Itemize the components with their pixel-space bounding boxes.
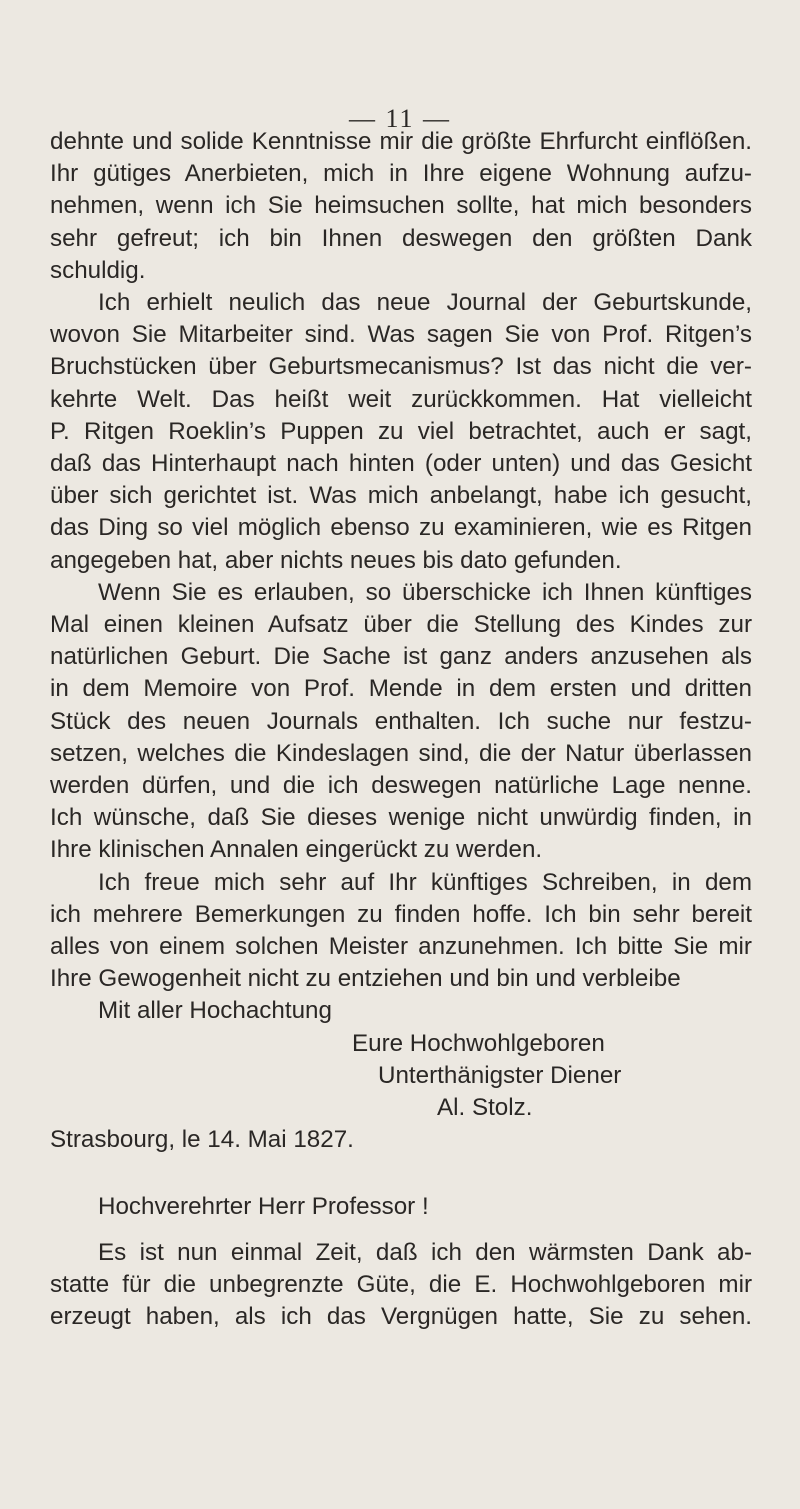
text-line: angegeben hat, aber nichts neues bis dato gefunden. (50, 546, 622, 574)
text-line: daß das Hinterhaupt nach hinten (oder unten) und das Gesicht (50, 450, 752, 478)
text-line: über sich gerichtet ist. Was mich anbelangt, habe ich gesucht, (50, 482, 752, 510)
closing-salutation: Mit aller Hochachtung (98, 997, 332, 1025)
text-line: in dem Memoire von Prof. Mende in dem ersten und dritten (50, 675, 752, 703)
page-number: — 11 — (348, 104, 452, 133)
greeting: Hochverehrter Herr Professor ! (98, 1192, 429, 1220)
text-line: natürlichen Geburt. Die Sache ist ganz anders anzusehen als (50, 643, 752, 671)
text-line: Stück des neuen Journals enthalten. Ich suche nur festzu- (50, 707, 752, 735)
letter-body (50, 126, 752, 1333)
text-line: Ich wünsche, daß Sie dieses wenige nicht unwürdig finden, in (50, 804, 752, 832)
text-line: statte für die unbegrenzte Güte, die E. Hochwohlgeboren mir (50, 1270, 752, 1298)
text-line: Ich freue mich sehr auf Ihr künftiges Schreiben, in dem (98, 868, 752, 896)
text-line: Mal einen kleinen Aufsatz über die Stellung des Kindes zur (50, 611, 752, 639)
text-line: Ich erhielt neulich das neue Journal der Geburtskunde, (98, 289, 752, 317)
closing-servant: Unterthänigster Diener (378, 1061, 622, 1089)
dateline: Strasbourg, le 14. Mai 1827. (50, 1126, 354, 1154)
text-line: nehmen, wenn ich Sie heimsuchen sollte, hat mich besonders (50, 192, 752, 220)
spacer (50, 1157, 752, 1191)
spacer (50, 1223, 752, 1237)
text-line: erzeugt haben, als ich das Vergnügen hatte, Sie zu sehen. (50, 1303, 752, 1331)
text-line: setzen, welches die Kindeslagen sind, die der Natur überlassen (50, 739, 752, 767)
text-line: Ihre klinischen Annalen eingerückt zu werden. (50, 836, 543, 864)
text-line: schuldig. (50, 256, 146, 284)
text-line: alles von einem solchen Meister anzunehmen. Ich bitte Sie mir (50, 933, 752, 961)
signature: Al. Stolz. (437, 1094, 533, 1122)
text-line: dehnte und solide Kenntnisse mir die größte Ehrfurcht einflößen. (50, 128, 752, 155)
text-line: wovon Sie Mitarbeiter sind. Was sagen Sie von Prof. Ritgen’s (50, 321, 752, 349)
text-line: Wenn Sie es erlauben, so überschicke ich Ihnen künftiges (98, 578, 752, 606)
text-line: ich mehrere Bemerkungen zu finden hoffe. Ich bin sehr bereit (50, 900, 752, 928)
text-line: Ihre Gewogenheit nicht zu entziehen und bin und verbleibe (50, 965, 681, 993)
text-line: sehr gefreut; ich bin Ihnen deswegen den größten Dank (50, 224, 752, 252)
text-line: Ihr gütiges Anerbieten, mich in Ihre eigene Wohnung aufzu- (50, 160, 752, 188)
closing-title: Eure Hochwohlgeboren (352, 1029, 605, 1057)
text-line: Bruchstücken über Geburtsmecanismus? Ist das nicht die ver- (50, 353, 752, 381)
text-line: kehrte Welt. Das heißt weit zurückkommen. Hat vielleicht (50, 385, 752, 413)
text-line: P. Ritgen Roeklin’s Puppen zu viel betrachtet, auch er sagt, (50, 417, 752, 445)
text-line: werden dürfen, und die ich deswegen natürliche Lage nenne. (50, 772, 752, 800)
text-line: das Ding so viel möglich ebenso zu examinieren, wie es Ritgen (50, 514, 752, 542)
text-line: Es ist nun einmal Zeit, daß ich den wärmsten Dank ab- (98, 1238, 752, 1266)
